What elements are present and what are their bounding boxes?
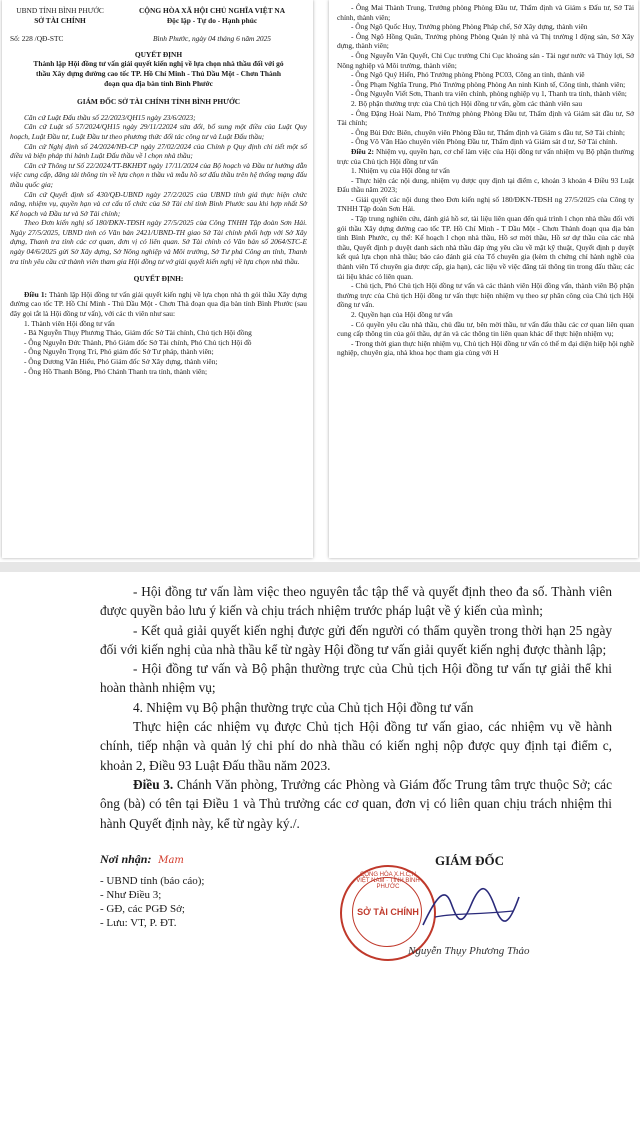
page-separator: [0, 562, 640, 572]
standing-2: - Ông Bùi Đức Biên, chuyên viên Phòng Đầu tư, Thẩm định và Giám s đầu tư, Sở Tài chính;: [351, 127, 625, 137]
p3-paragraph-5: Thực hiện các nhiệm vụ được Chủ tịch Hội đồng tư vấn giao, các nhiệm vụ về hành chính, tiếp nhận và quản lý chi phí do nhà thầu có kiến nghị nộp được quy định tại điểm c, khoản 2, Điều 93 Luật Đấu thầu năm 2023.: [100, 719, 612, 773]
duty-3: - Tập trung nghiên cứu, đánh giá hồ sơ, tài liệu liên quan đến quá trình l chọn nhà thầu đối với gói thầu Xây dựng đường cao tốc TP. Hồ Chí Minh - T Dầu Một - Chơn Thành đoạn qua địa bàn tỉnh Bình Phước, cụ thể: Kế hoạch l chọn nhà thầu, Hồ sơ mời thầu, Hồ sơ dự thầu của các nhà thầu, Quyết định p duyệt danh sách nhà thầu đáp ứng yêu cầu về mặt kỹ thuật, Quyết định p duyệt kết quả lựa chọn nhà thầu; báo cáo đánh giá của Tổ chuyên gia (kèm th chứng chỉ hành nghề của thành viên Tổ chuyên gia được cấp, gia hạn), các liệu về việc đăng tải thông tin trong đấu thầu; các tài liệu khác có liên quan.: [337, 214, 634, 281]
recipient-4: - Lưu: VT, P. ĐT.: [100, 917, 177, 929]
recipients-label-row: [100, 852, 204, 868]
powers-heading: 2. Quyền hạn của Hội đồng tư vấn: [351, 310, 453, 319]
p2-member-6: - Ông Phạm Nghĩa Trung, Phó Trưởng phòng Phòng An ninh Kinh tế, Công tỉnh, thành viên;: [351, 79, 626, 89]
document-page-1: [2, 0, 313, 558]
duty-1: - Thực hiện các nội dung, nhiệm vụ được quy định tại điểm c, khoản 3 khoản 4 Điều 93 Luật Đấu thầu năm 2023;: [337, 175, 634, 195]
signer-name: Nguyễn Thụy Phương Thảo: [408, 945, 530, 957]
members-heading: 1. Thành viên Hội đồng tư vấn: [24, 318, 115, 328]
article-3: [100, 775, 612, 833]
subject-line-1: Thành lập Hội đồng tư vấn giải quyết kiến nghị về lựa chọn nhà thầu đối với gó: [33, 59, 284, 69]
p2-member-1: - Ông Mai Thành Trung, Trưởng phòng Phòng Đầu tư, Thẩm định và Giám s Đấu tư, Sở Tài chính, thành viên;: [337, 3, 634, 22]
p2-member-3: - Ông Ngô Hồng Quân, Trưởng phòng Phòng Quản lý nhà và Thị trường l động sản, Sở Xây dựng, thành viên;: [337, 31, 634, 51]
nation-line-2: Độc lập - Tự do - Hạnh phúc: [166, 15, 258, 25]
recipients-block: [100, 852, 204, 930]
member-2: - Ông Nguyễn Đức Thành, Phó Giám đốc Sở Tài chính, Phó Chủ tịch Hội đồ: [24, 337, 252, 347]
recipients-label: Nơi nhận:: [100, 852, 152, 866]
page1-body: [2, 50, 313, 376]
article-1-label: Điều 1:: [24, 289, 48, 299]
member-4: - Ông Dương Văn Hiếu, Phó Giám đốc Sở Xây dựng, thành viên;: [24, 357, 218, 366]
p2-member-4: - Ông Nguyễn Văn Quyết, Chi Cục trưởng Chi Cục khoáng sản - Tài ngư nước và Thủy lợi, Sở Nông nghiệp và Môi trường, thành viên;: [337, 50, 634, 70]
basis-1: Căn cứ Luật Đấu thầu số 22/2023/QH15 ngày 23/6/2023;: [24, 112, 196, 122]
article-3-text: Chánh Văn phòng, Trưởng các Phòng và Giám đốc Trung tâm trực thuộc Sở; các ông (bà) có tên tại Điều 1 và Thủ trưởng các cơ quan, đơn vị có liên quan chịu trách nhiệm thi hành Quyết định này, kể từ ngày ký./.: [100, 776, 612, 831]
p2-member-2: - Ông Ngô Quốc Huy, Trưởng phòng Phòng Pháp chế, Sở Xây dựng, thành viên: [351, 22, 588, 32]
signer-title: GIÁM ĐỐC: [435, 853, 504, 868]
p2-member-5: - Ông Ngô Quý Hiển, Phó Trưởng phòng Phòng PC03, Công an tỉnh, thành viê: [351, 70, 585, 80]
recipient-3: - GĐ, các PGĐ Sở;: [100, 903, 185, 915]
article-3-label: Điều 3.: [133, 776, 174, 792]
member-5: - Ông Hồ Thanh Bông, Phó Chánh Thanh tra tỉnh, thành viên;: [24, 366, 208, 376]
place-date: Bình Phước, ngày 04 tháng 6 năm 2025: [152, 34, 271, 44]
p2-member-7: - Ông Nguyễn Viết Sơn, Thanh tra viên chính, phòng nghiệp vụ 1, Thanh tra tỉnh, thành viên;: [351, 89, 627, 99]
authority: GIÁM ĐỐC SỞ TÀI CHÍNH TỈNH BÌNH PHƯỚC: [76, 97, 241, 107]
p3-paragraph-2: - Kết quả giải quyết kiến nghị được gửi đến người có thẩm quyền trong thời hạn 25 ngày đối với kiến nghị của nhà thầu kể từ ngày Hội đồng tư vấn giải quyết kiến nghị được thành lập;: [100, 622, 612, 657]
basis-5: Căn cứ Quyết định số 430/QĐ-UBND ngày 27/2/2025 của UBND tỉnh giá thực hiện chức năng, nhiệm vụ, quyền hạn và cơ cấu tổ chức của Sở Tài chí tỉnh Bình Phước sau khi hợp nhất Sở Kế hoạch và Đầu tư và Sở Tài chính;: [10, 189, 307, 218]
subject-line-3: đoạn qua địa bàn tỉnh Bình Phước: [104, 78, 213, 88]
standing-1: - Ông Đặng Hoài Nam, Phó Trưởng phòng Phòng Đầu tư, Thẩm định và Giám sát đầu tư, Sở Tài chính;: [337, 108, 634, 128]
member-1: - Bà Nguyễn Thụy Phương Thảo, Giám đốc Sở Tài chính, Chủ tịch Hội đồng: [24, 328, 252, 338]
recipient-2: - Như Điều 3;: [100, 889, 162, 901]
article-1: [10, 290, 307, 319]
org-line-2: SỞ TÀI CHÍNH: [34, 15, 86, 25]
article-2: [337, 147, 634, 166]
recipient-1: - UBND tỉnh (báo cáo);: [100, 875, 205, 887]
page1-header: [2, 0, 313, 44]
document-page-2: [329, 0, 638, 558]
p3-paragraph-1: - Hội đồng tư vấn làm việc theo nguyên tắc tập thể và quyết định theo đa số. Thành viên được quyền bảo lưu ý kiến và chịu trách nhiệm trước pháp luật về ý kiến của mình;: [100, 584, 612, 619]
p3-paragraph-4: 4. Nhiệm vụ Bộ phận thường trực của Chủ tịch Hội đồng tư vấn: [133, 699, 474, 715]
basis-4: Căn cứ Thông tư Số 22/2024/TT-BKHĐT ngày 17/11/2024 của Bộ hoạch và Đầu tư hướng dẫn việc cung cấp, đăng tải thông tin về lựa chọn n thầu và mẫu hồ sơ đấu thầu trên hệ thống mạng đấu thầu quốc gia;: [10, 160, 307, 189]
stamp-center-text: SỞ TÀI CHÍNH: [357, 907, 419, 917]
page2-body: [329, 0, 638, 358]
article-1-text: Thành lập Hội đồng tư vấn giải quyết kiến nghị về lựa chọn nhà th gói thầu Xây dựng đường cao tốc TP. Hồ Chí Minh - Thủ Dầu Một - Chơn Thà đoạn qua địa bàn tỉnh Bình Phước (sau đây gọi tắt là Hội đồng tư vấn), với các th viên như sau:: [10, 289, 307, 319]
duty-4: - Chủ tịch, Phó Chủ tịch Hội đồng tư vấn và các thành viên Hội đồng vấn, thành viên Bộ phận thường trực của Chủ tịch Hội đồng tư vấn thực hiện nhiệm vụ theo sự phân công của Chủ tịch Hội đồng tư vấn.: [337, 281, 634, 310]
stamp-ring-text: CỘNG HÒA X.H.C.N VIỆT NAM · TỈNH BÌNH PHƯỚC: [356, 872, 420, 890]
duty-2: - Giải quyết các nội dung theo Đơn kiến nghị số 180/ĐKN-TĐSH ng 27/5/2025 của Công ty TNHH Tập đoàn Sơn Hải.: [337, 194, 634, 214]
p3-paragraph-3: - Hội đồng tư vấn và Bộ phận thường trực của Chủ tịch Hội đồng tư vấn tự giải thể khi hoàn thành nhiệm vụ;: [100, 661, 612, 696]
doc-type: QUYẾT ĐỊNH: [134, 49, 183, 59]
power-2: - Trong thời gian thực hiện nhiệm vụ, Chủ tịch Hội đồng tư vấn có thể m đại diện hiệp hội nghề nghiệp, chuyên gia, nhà khoa học tham gia cùng với H: [337, 338, 634, 358]
duties-heading: 1. Nhiệm vụ của Hội đồng tư vấn: [351, 166, 450, 176]
page3-body: [0, 572, 640, 833]
basis-2: Căn cứ Luật số 57/2024/QH15 ngày 29/11/22024 sửa đổi, bổ sung một điều của Luật Quy hoạch, Luật Đầu tư, Luật Đầu tư theo phương thức đối tác công tư và Luật Đấu thầu;: [10, 122, 307, 141]
article-2-text: Nhiệm vụ, quyền hạn, cơ chế làm việc của Hội đồng tư vấn nhiệm vụ Bộ phận thường trực của Chủ tịch Hội đồng tư vấn: [337, 146, 634, 166]
initials-scribble: Mam: [158, 855, 184, 866]
signature-scribble: [415, 877, 525, 942]
doc-number: Số: 228 /QĐ-STC: [10, 34, 64, 44]
basis-3: Căn cứ Nghị định số 24/2024/NĐ-CP ngày 27/02/2024 của Chính p Quy định chi tiết một số điều và biện pháp thi hành Luật Đấu thầu về l chọn nhà thầu;: [10, 141, 307, 161]
article-2-label: Điều 2:: [351, 146, 374, 156]
org-line-1: UBND TỈNH BÌNH PHƯỚC: [16, 6, 104, 15]
standing-3: - Ông Võ Văn Hào chuyên viên Phòng Đầu tư, Thẩm định và Giám sát đ tư, Sở Tài chính.: [351, 137, 618, 147]
subject-line-2: thầu Xây dựng đường cao tốc TP. Hồ Chí Minh - Thủ Dầu Một - Chơn Thành: [36, 68, 281, 78]
standing-heading: 2. Bộ phận thường trực của Chủ tịch Hội đồng tư vấn, gồm các thành viên sau: [351, 98, 583, 108]
basis-6: Theo Đơn kiến nghị số 180/ĐKN-TĐSH ngày 27/5/2025 của Công TNHH Tập đoàn Sơn Hải. Ngày 27/5/2025, UBND tỉnh có Văn bản 2421/UBND-TH giao Sở Tài chính phối hợp với Sở Xây dựng, Thanh tra tỉnh các cơ quan, đơn vị có liên quan. Sở Tài chính có Văn bản số 2064/STC-E ngày 04/6/2025 gửi Sở Xây dựng, Sở Nông nghiệp và Môi trường, Sở Tư phá Công an tỉnh, Thanh tra tỉnh yêu cầu cử thành viên tham gia Hội đồng tư vớ giải quyết kiến nghị về lựa chọn nhà thầu.: [10, 218, 307, 266]
nation-line-1: CỘNG HÒA XÃ HỘI CHỦ NGHĨA VIỆT NA: [138, 6, 286, 15]
decides-heading: QUYẾT ĐỊNH:: [133, 274, 184, 284]
power-1: - Có quyền yêu cầu nhà thầu, chủ đầu tư, bên mời thầu, tư vấn đấu thầu các cơ quan liên quan cung cấp thông tin của gói thầu, dự án và các thông tin liên quan khác để thực hiện nhiệm vụ;: [337, 319, 634, 339]
document-page-3: [0, 572, 640, 1138]
member-3: - Ông Nguyễn Trọng Trí, Phó giám đốc Sở Tư pháp, thành viên;: [24, 347, 214, 357]
